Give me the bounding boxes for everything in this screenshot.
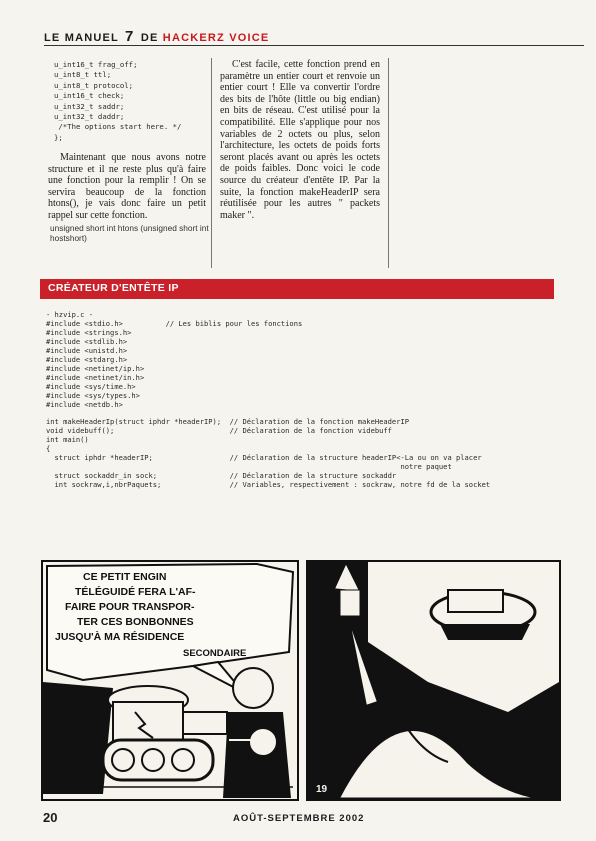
struct-code-snippet: u_int16_t frag_off; u_int8_t ttl; u_int8_t protocol; u_int16_t check; u_int32_t saddr; u_int32_t daddr; /*The options start here. */ }; (54, 60, 182, 142)
running-header (44, 28, 269, 45)
source-code-listing: - hzvip.c - #include <stdio.h> // Les biblis pour les fonctions #include <strings.h> #include <stdlib.h> #include <unistd.h> #include <stdarg.h> #include <netinet/ip.h> #include <netinet/in.h> #include <sys/time.h> #include <sys/types.h> #include <netdb.h> int makeHeaderIp(struct iphdr *headerIP); // Déclaration de la fonction makeHeaderIP void videbuff(); // Déclaration de la fonction videbuff int main() { struct iphdr *headerIP; // Déclaration de la structure headerIP<-La ou on va placer notre paquet struct sockaddr_in sock; // Déclaration de la structure sockaddr int sockraw,i,nbrPaquets; // Variables, respectivement : sockraw, notre fd de la socket (46, 310, 491, 490)
dark-left-background (43, 682, 113, 794)
comic-panel-left (41, 560, 299, 801)
comic-signature: 19 (316, 784, 328, 795)
character-figure (223, 668, 291, 798)
column-divider-1 (211, 58, 212, 268)
page-number: 20 (43, 810, 58, 825)
comic-drawing-left (43, 562, 297, 799)
htons-prototype: unsigned short int htons (unsigned short int hostshort) (50, 223, 209, 244)
rooftop-mechanism (431, 590, 535, 640)
bubble-line-2: TÉLÉGUIDÉ FERA L'AF- (75, 586, 196, 598)
section-header-bar (40, 279, 554, 299)
bubble-line-4: TER CES BONBONNES (77, 616, 194, 628)
right-paragraph: C'est facile, cette fonction prend en paramètre un entier court et renvoie un entier court ! Elle va convertir l'ordre des bits de l'hôte (little ou big endian) en bits de réseau. C'est utilisé pour la compatibilité. Elle s'applique pour nos variables de 2 octets ou plus, selon l'architecture, les octets de poids forts seront placés avant ou après les octets de poids faibles. Donc voici le code source du créateur d'entête IP. Par la suite, la fonction makeHeaderIP sera réutilisée pour les autres " packets maker ". (220, 59, 380, 221)
left-paragraph: Maintenant que nous avons notre structure et il ne reste plus qu'à faire une fonction pour la remplir ! On se servira beaucoup de la fonction htons(), je vais donc faire un petit rappel sur cette fonction. (48, 152, 206, 221)
section-title: CRÉATEUR D'ENTÊTE IP (48, 282, 179, 294)
bubble-line-6: SECONDAIRE (183, 648, 247, 659)
header-de: DE (140, 32, 159, 44)
comic-drawing-right (308, 562, 559, 799)
column-divider-2 (388, 58, 389, 268)
header-magazine: HACKERZ VOICE (162, 32, 270, 44)
bubble-line-1: CE PETIT ENGIN (83, 571, 167, 583)
header-rule (44, 45, 584, 46)
header-issue-number: 7 (125, 28, 135, 45)
comic-panel-right (306, 560, 561, 801)
right-column-text (220, 59, 380, 221)
remote-control-tank (103, 686, 227, 780)
left-column-text (48, 152, 206, 222)
bubble-line-5: JUSQU'À MA RÉSIDENCE (55, 631, 185, 643)
header-series: LE MANUEL (44, 32, 119, 44)
issue-date: AOÛT-SEPTEMBRE 2002 (233, 813, 365, 824)
bubble-line-3: FAIRE POUR TRANSPOR- (65, 601, 195, 613)
